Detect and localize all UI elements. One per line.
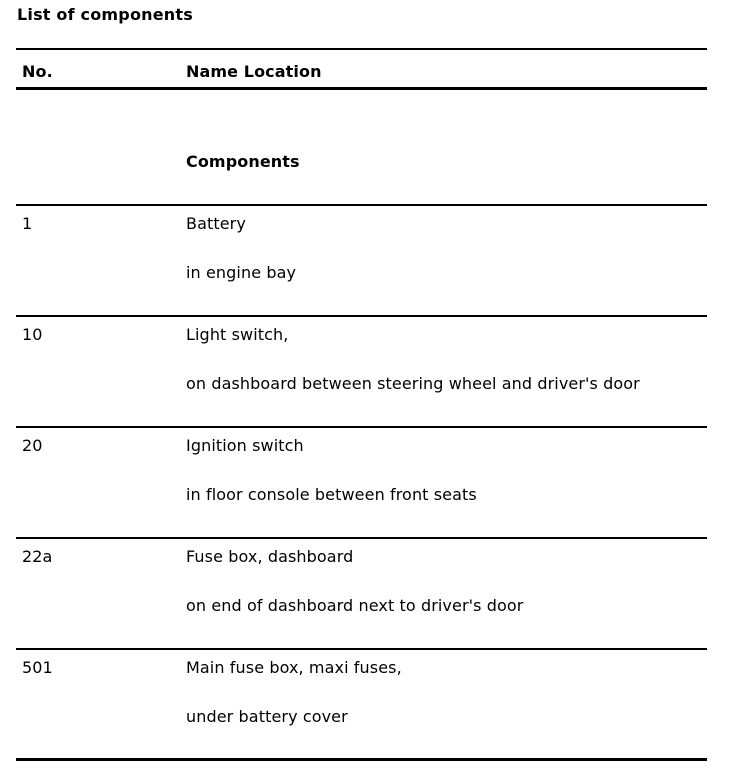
- section-heading: Components: [186, 152, 300, 171]
- table-row-no: 22a: [22, 547, 53, 566]
- table-row-no: 10: [22, 325, 43, 344]
- table-row-name: Ignition switch: [186, 436, 304, 455]
- row-divider: [16, 204, 707, 206]
- table-row-name: Light switch,: [186, 325, 289, 344]
- table-row-no: 1: [22, 214, 33, 233]
- table-row-location: in floor console between front seats: [186, 485, 477, 504]
- table-row-name: Battery: [186, 214, 246, 233]
- header-col-name-location: Name Location: [186, 62, 322, 81]
- row-divider: [16, 426, 707, 428]
- table-row-location: on dashboard between steering wheel and driver's door: [186, 374, 640, 393]
- table-row-name: Main fuse box, maxi fuses,: [186, 658, 402, 677]
- document-title: List of components: [17, 5, 193, 24]
- row-divider: [16, 648, 707, 650]
- table-top-rule: [16, 48, 707, 50]
- table-row-location: in engine bay: [186, 263, 297, 282]
- row-divider: [16, 315, 707, 317]
- table-row-location: under battery cover: [186, 707, 348, 726]
- row-divider: [16, 537, 707, 539]
- header-bottom-rule: [16, 87, 707, 90]
- table-row-no: 20: [22, 436, 43, 455]
- table-row-no: 501: [22, 658, 53, 677]
- header-col-no: No.: [22, 62, 53, 81]
- table-row-location: on end of dashboard next to driver's door: [186, 596, 524, 615]
- table-bottom-rule: [16, 758, 707, 761]
- table-row-name: Fuse box, dashboard: [186, 547, 354, 566]
